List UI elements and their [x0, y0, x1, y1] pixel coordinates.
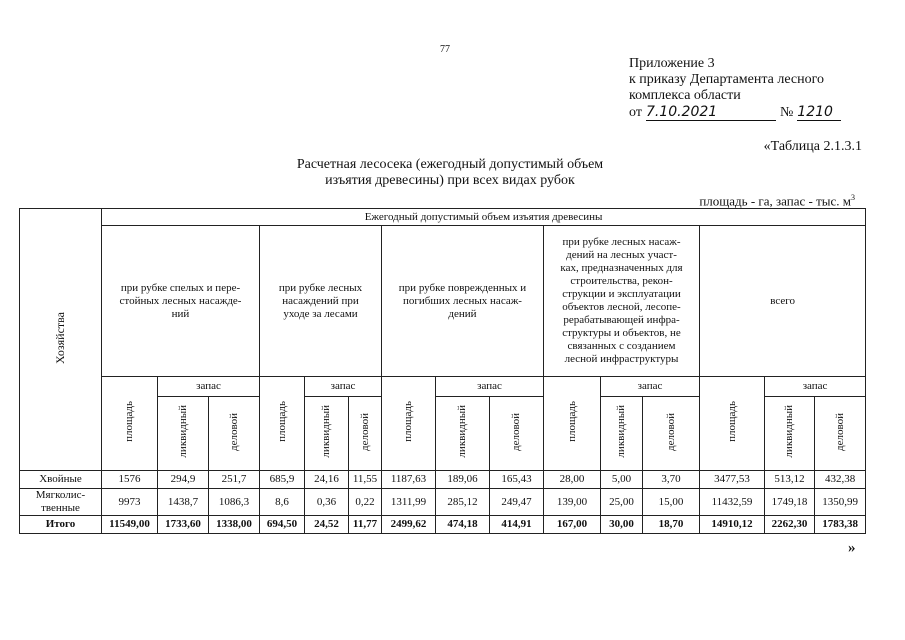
area-header [544, 377, 601, 471]
units-superscript: 3 [851, 193, 855, 202]
table-cell: 24,52 [305, 516, 349, 534]
liquid-label: ликвидный [783, 405, 795, 458]
category-header: при рубке лесных насаждений при уходе за лесами [260, 226, 382, 377]
liquid-header [765, 397, 815, 471]
area-header [102, 377, 158, 471]
from-label: от [629, 105, 642, 120]
table-cell: 1749,18 [765, 489, 815, 516]
table-cell: 14910,12 [700, 516, 765, 534]
units-note [699, 193, 855, 209]
table-cell: 1187,63 [382, 471, 436, 489]
appendix-date-line [629, 104, 841, 121]
table-row [20, 516, 866, 534]
appendix-line-3: комплекса области [629, 88, 741, 103]
table-cell: 1438,7 [158, 489, 209, 516]
table-cell: 5,00 [601, 471, 643, 489]
area-label: площадь [402, 401, 414, 442]
category-header: при рубке лесных насаж- дений на лесных участ- ках, предназначенных для строительства, рекон- струкции и эксплуатации объектов лесной, лесопе- рерабатывающей инфра- структуры и объектов, не связанных с созданием лесной инфраструктуры [544, 226, 700, 377]
area-label: площадь [123, 401, 135, 442]
table-label: «Таблица 2.1.3.1 [763, 139, 862, 154]
table-cell: 11549,00 [102, 516, 158, 534]
liquid-header [601, 397, 643, 471]
category-header: всего [700, 226, 866, 377]
table-cell: 432,38 [815, 471, 866, 489]
appendix-line-1: Приложение 3 [629, 56, 715, 71]
table-cell: 9973 [102, 489, 158, 516]
table-cell: 139,00 [544, 489, 601, 516]
title-line-2: изъятия древесины) при всех видах рубок [325, 173, 575, 188]
business-header [209, 397, 260, 471]
table-row [20, 489, 866, 516]
table-cell: 1350,99 [815, 489, 866, 516]
liquid-header [436, 397, 490, 471]
stock-header: запас [158, 377, 260, 397]
table-cell: 25,00 [601, 489, 643, 516]
forest-cutting-table [19, 208, 866, 534]
table-cell: 189,06 [436, 471, 490, 489]
stock-header: запас [601, 377, 700, 397]
order-date: 7.10.2021 [646, 104, 776, 121]
table-cell: 24,16 [305, 471, 349, 489]
title-line-1: Расчетная лесосека (ежегодный допустимый объем [296, 157, 604, 172]
area-header [260, 377, 305, 471]
liquid-header [305, 397, 349, 471]
liquid-label: ликвидный [456, 405, 468, 458]
table-row [20, 471, 866, 489]
row-header-cell [20, 209, 102, 471]
table-cell: 285,12 [436, 489, 490, 516]
table-cell: 1576 [102, 471, 158, 489]
table-cell: 2262,30 [765, 516, 815, 534]
liquid-header [158, 397, 209, 471]
appendix-block [629, 56, 841, 121]
business-header [490, 397, 544, 471]
liquid-label: ликвидный [320, 405, 332, 458]
table-cell: 1086,3 [209, 489, 260, 516]
business-label: деловой [358, 412, 371, 451]
table-cell: 694,50 [260, 516, 305, 534]
table-cell: 11432,59 [700, 489, 765, 516]
stock-header: запас [436, 377, 544, 397]
area-header [382, 377, 436, 471]
area-header [700, 377, 765, 471]
table-cell: 165,43 [490, 471, 544, 489]
table-cell: 15,00 [643, 489, 700, 516]
table-cell: 249,47 [490, 489, 544, 516]
data-body [20, 471, 866, 534]
appendix-line-2: к приказу Департамента лесного [629, 72, 825, 87]
units-text: площадь - га, запас - тыс. м [699, 193, 851, 209]
group-header: Ежегодный допустимый объем изъятия древесины [102, 209, 866, 226]
row-header-label: Хозяйства [53, 311, 67, 364]
area-label: площадь [275, 401, 288, 442]
table-cell: 11,77 [349, 516, 382, 534]
area-label: площадь [565, 401, 578, 442]
business-label: деловой [833, 412, 846, 451]
table-cell: 167,00 [544, 516, 601, 534]
order-number: 1210 [797, 104, 841, 121]
table-cell: 0,36 [305, 489, 349, 516]
business-header [349, 397, 382, 471]
table-cell: 251,7 [209, 471, 260, 489]
area-label: площадь [725, 401, 738, 442]
table-cell: 3477,53 [700, 471, 765, 489]
business-label: деловой [664, 412, 677, 451]
table-cell: 513,12 [765, 471, 815, 489]
table-cell: 3,70 [643, 471, 700, 489]
table-cell: 474,18 [436, 516, 490, 534]
page-number: 77 [440, 44, 450, 55]
table-cell: 414,91 [490, 516, 544, 534]
business-label: деловой [510, 412, 522, 451]
table-cell: 1338,00 [209, 516, 260, 534]
table-cell: 28,00 [544, 471, 601, 489]
table-cell: 8,6 [260, 489, 305, 516]
table-cell: 2499,62 [382, 516, 436, 534]
document-title [240, 157, 660, 189]
stock-header: запас [765, 377, 866, 397]
table-cell: 0,22 [349, 489, 382, 516]
business-header [815, 397, 866, 471]
table-cell: 30,00 [601, 516, 643, 534]
row-name: Мягколис- твенные [20, 489, 102, 516]
closing-quote: » [848, 540, 856, 556]
table-cell: 1733,60 [158, 516, 209, 534]
liquid-label: ликвидный [615, 405, 627, 458]
table-cell: 11,55 [349, 471, 382, 489]
table-cell: 1311,99 [382, 489, 436, 516]
stock-row [20, 377, 866, 397]
category-header: при рубке спелых и пере- стойных лесных насажде- ний [102, 226, 260, 377]
stock-header: запас [305, 377, 382, 397]
table-cell: 1783,38 [815, 516, 866, 534]
business-header [643, 397, 700, 471]
row-name: Итого [20, 516, 102, 534]
category-row [20, 226, 866, 377]
category-header: при рубке поврежденных и погибших лесных насаж- дений [382, 226, 544, 377]
row-name: Хвойные [20, 471, 102, 489]
liquid-label: ликвидный [176, 405, 189, 458]
table-cell: 685,9 [260, 471, 305, 489]
business-label: деловой [227, 412, 240, 451]
table-cell: 294,9 [158, 471, 209, 489]
number-label: № [779, 105, 794, 120]
table-cell: 18,70 [643, 516, 700, 534]
